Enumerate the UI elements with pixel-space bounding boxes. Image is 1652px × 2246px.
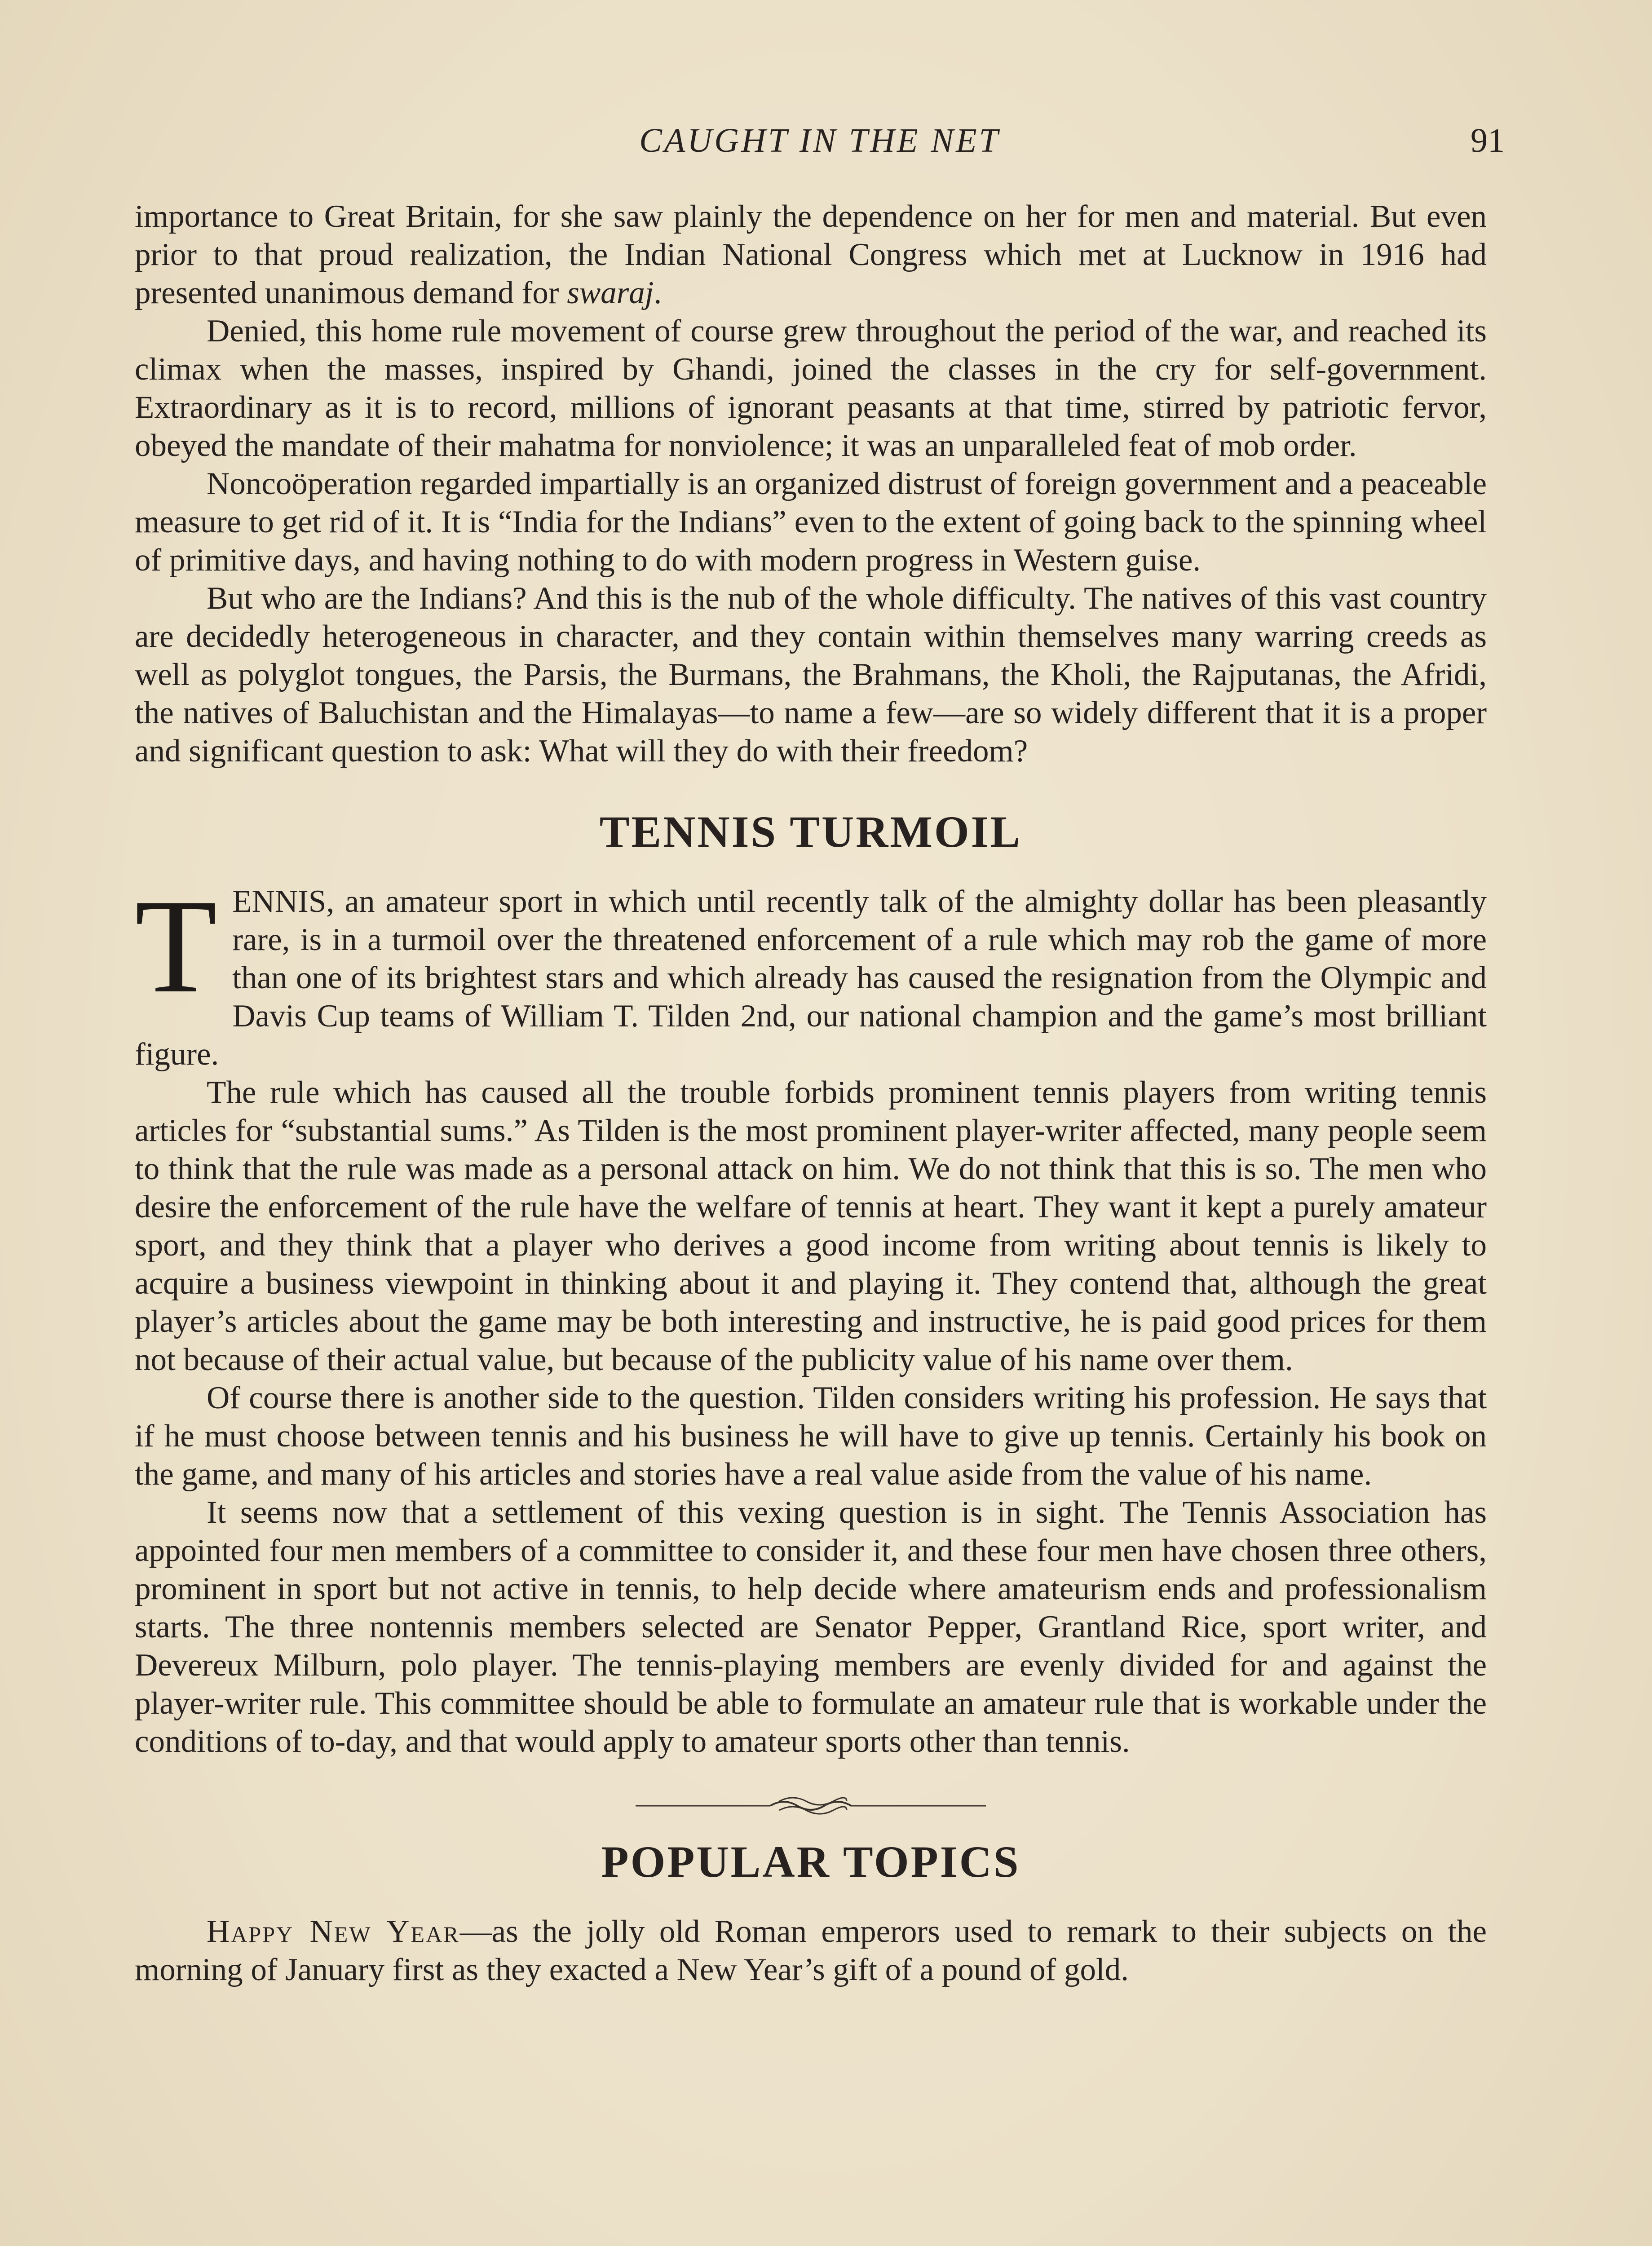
tennis-section-title: TENNIS TURMOIL — [599, 807, 1022, 857]
drop-cap-letter: T — [135, 871, 217, 1021]
happy-new-year-lead: Happy New Year — [207, 1914, 460, 1949]
tennis-paragraph-4: It seems now that a settlement of this vexing question is in sight. The Tennis Association has appointed four men members of a committee to consider it, and these four men have chosen three others, prominent in sport but not active in tennis, to help decide where amateurism ends and professionalism starts. The three nontennis members selected are Senator Pepper, Grantland Rice, sport writer, and Devereux Milburn, polo player. The tennis-playing members are evenly divided for and against the player-writer rule. This committee should be able to formulate an amateur rule that is workable under the conditions of to-day, and that would apply to amateur sports other than tennis. — [135, 1495, 1487, 1759]
tennis-paragraph-3: Of course there is another side to the question. Tilden considers writing his profession. He says that if he must choose between tennis and his business he will have to give up tennis. Certainly his book on the game, and many of his articles and stories have a real value aside from the value of his name. — [135, 1380, 1487, 1492]
india-paragraph-1 — [135, 198, 1487, 312]
india-p1-italic-term: swaraj — [567, 275, 654, 310]
popular-p1-text: —as the jolly old Roman emperors used to remark to their subjects on the morning of January first as they exacted a New Year’s gift of a pound of gold. — [135, 1914, 1487, 1987]
article-column — [135, 198, 1487, 1989]
ornamental-divider — [636, 1792, 986, 1819]
page-number: 91 — [1471, 122, 1505, 159]
running-head: CAUGHT IN THE NET — [639, 122, 1000, 159]
india-p1-text-before: importance to Great Britain, for she saw plainly the dependence on her for men and material. But even prior to that proud realization, the Indian National Congress which met at Lucknow in 1916 had presented unanimous demand for — [135, 199, 1487, 310]
popular-topics-title: POPULAR TOPICS — [601, 1837, 1020, 1887]
india-paragraph-4: But who are the Indians? And this is the nub of the whole difficulty. The natives of this vast country are decidedly heterogeneous in character, and they contain within themselves many warring creeds as well as polyglot tongues, the Parsis, the Burmans, the Brahmans, the Kholi, the Rajputanas, the Afridi, the natives of Baluchistan and the Himalayas—to name a few—are so widely different that it is a proper and significant question to ask: What will they do with their freedom? — [135, 581, 1487, 769]
tennis-p1-text: ENNIS, an amateur sport in which until recently talk of the almighty dollar has been pleasantly rare, is in a turmoil over the threatened enforcement of a rule which may rob the game of more than one of its brightest stars and which already has caused the resignation from the Olympic and Davis Cup teams of William T. Tilden 2nd, our national champion and the game’s most brilliant figure. — [135, 884, 1487, 1072]
india-paragraph-3: Noncoöperation regarded impartially is an organized distrust of foreign government and a peaceable measure to get rid of it. It is “India for the Indians” even to the extent of going back to the spinning wheel of primitive days, and having nothing to do with modern progress in Western guise. — [135, 466, 1487, 578]
india-paragraph-2: Denied, this home rule movement of course grew throughout the period of the war, and reached its climax when the masses, inspired by Ghandi, joined the classes in the cry for self-government. Extraordinary as it is to record, millions of ignorant peasants at that time, stirred by patriotic fervor, obeyed the mandate of their mahatma for nonviolence; it was an unparalleled feat of mob order. — [135, 314, 1487, 463]
tennis-paragraph-1 — [135, 871, 1487, 1074]
popular-paragraph-1 — [135, 1913, 1487, 1989]
page-header — [135, 118, 1505, 167]
india-p1-text-after: . — [654, 275, 662, 310]
tennis-paragraph-2: The rule which has caused all the trouble forbids prominent tennis players from writing tennis articles for “substantial sums.” As Tilden is the most prominent player-writer affected, many people seem to think that the rule was made as a personal attack on him. We do not think that this is so. The men who desire the enforcement of the rule have the welfare of tennis at heart. They want it kept a purely amateur sport, and they think that a player who derives a good income from writing about tennis is likely to acquire a business viewpoint in thinking about it and playing it. They contend that, although the great player’s articles about the game may be both interesting and instructive, he is paid good prices for them not because of their actual value, but because of the publicity value of his name over them. — [135, 1075, 1487, 1377]
